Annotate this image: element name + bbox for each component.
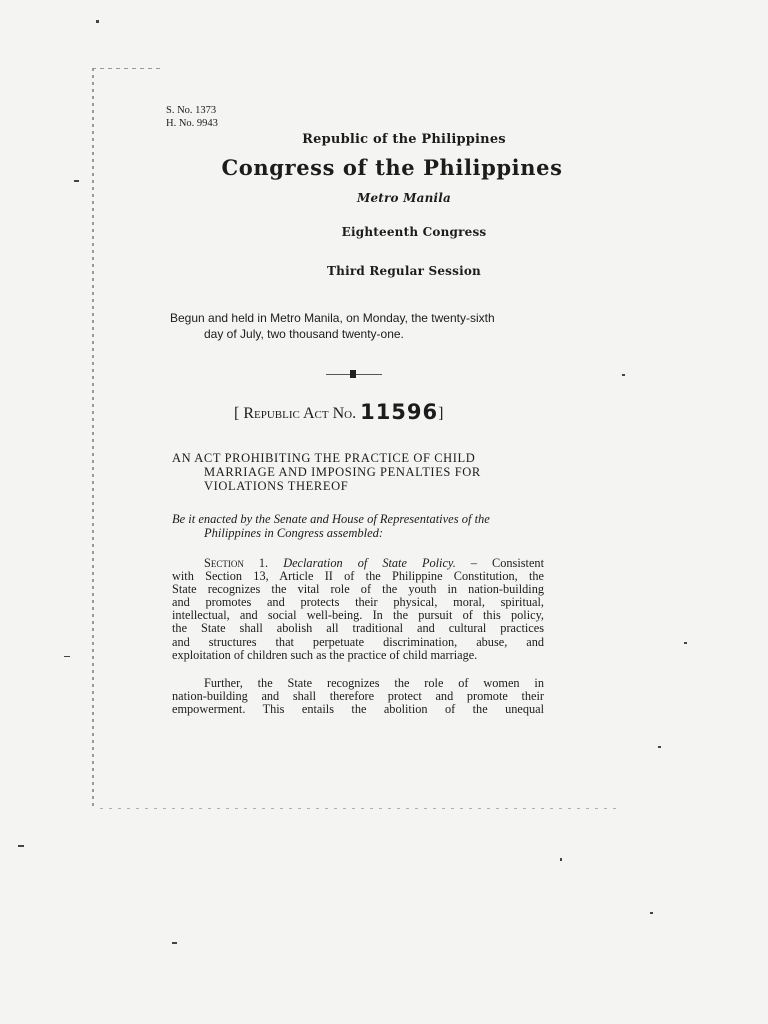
divider-dot xyxy=(350,370,356,378)
paragraph-2 xyxy=(172,677,544,716)
enacting-line-2: Philippines in Congress assembled: xyxy=(204,526,384,540)
paragraph-2-line: empowerment. This entails the abolition of the unequal xyxy=(172,702,544,717)
scan-speck xyxy=(684,642,687,644)
ra-label: Republic Act No. xyxy=(243,405,357,422)
section-heading: Declaration of State Policy. xyxy=(283,556,456,570)
section-1-line: intellectual, and social well-being. In the pursuit of this policy, xyxy=(172,608,544,623)
begun-statement xyxy=(170,310,550,342)
act-title-line-3: VIOLATIONS THEREOF xyxy=(204,479,349,493)
section-1-line: and structures that perpetuate discrimination, abuse, and xyxy=(172,634,544,649)
bill-numbers xyxy=(166,104,218,130)
header-congress-number: Eighteenth Congress xyxy=(341,225,487,239)
scan-speck xyxy=(650,912,653,914)
section-label: Section 1. xyxy=(204,556,269,570)
section-1-paragraph xyxy=(172,557,544,662)
paragraph-2-line: Further, the State recognizes the role of women in xyxy=(204,676,544,690)
page-edge-bottom xyxy=(100,808,620,809)
ra-open-bracket: [ xyxy=(234,405,244,422)
republic-act-title xyxy=(234,400,443,424)
page-edge-top xyxy=(92,68,162,69)
header-location: Metro Manila xyxy=(356,191,452,205)
ra-number: 11596 xyxy=(360,400,439,424)
scan-speck xyxy=(64,656,70,657)
scan-speck xyxy=(96,20,99,23)
scan-speck xyxy=(658,746,661,748)
act-title-line-1: AN ACT PROHIBITING THE PRACTICE OF CHILD xyxy=(172,451,476,465)
house-bill-number: H. No. 9943 xyxy=(166,118,218,129)
section-1-line: State recognizes the vital role of the youth in nation-building xyxy=(172,582,544,597)
header-session: Third Regular Session xyxy=(327,264,481,278)
scan-speck xyxy=(18,845,24,847)
act-title-line-2: MARRIAGE AND IMPOSING PENALTIES FOR xyxy=(204,465,481,479)
section-divider-ornament xyxy=(326,368,382,380)
section-1-line: exploitation of children such as the practice of child marriage. xyxy=(172,647,478,662)
scan-speck xyxy=(560,858,562,861)
begun-line-2: day of July, two thousand twenty-one. xyxy=(204,327,404,341)
section-1-line: with Section 13, Article II of the Philippine Constitution, the xyxy=(172,569,544,584)
act-title xyxy=(172,451,544,493)
header-congress: Congress of the Philippines xyxy=(221,155,563,180)
scan-speck xyxy=(74,180,79,182)
section-1-line-text: – Consistent xyxy=(455,556,544,570)
senate-bill-number: S. No. 1373 xyxy=(166,105,217,116)
enacting-line-1: Be it enacted by the Senate and House of Representatives of the xyxy=(172,512,490,526)
begun-line-1: Begun and held in Metro Manila, on Monday, the twenty-sixth xyxy=(170,311,495,325)
enacting-clause xyxy=(172,512,544,540)
header-republic: Republic of the Philippines xyxy=(302,132,506,147)
ra-close-bracket: ] xyxy=(438,405,444,422)
section-1-line: the State shall abolish all traditional and cultural practices xyxy=(172,621,544,636)
paragraph-2-line: nation-building and shall therefore protect and promote their xyxy=(172,689,544,704)
scan-speck xyxy=(622,374,625,376)
section-1-line: and promotes and protects their physical, moral, spiritual, xyxy=(172,595,544,610)
scan-speck xyxy=(172,942,177,944)
